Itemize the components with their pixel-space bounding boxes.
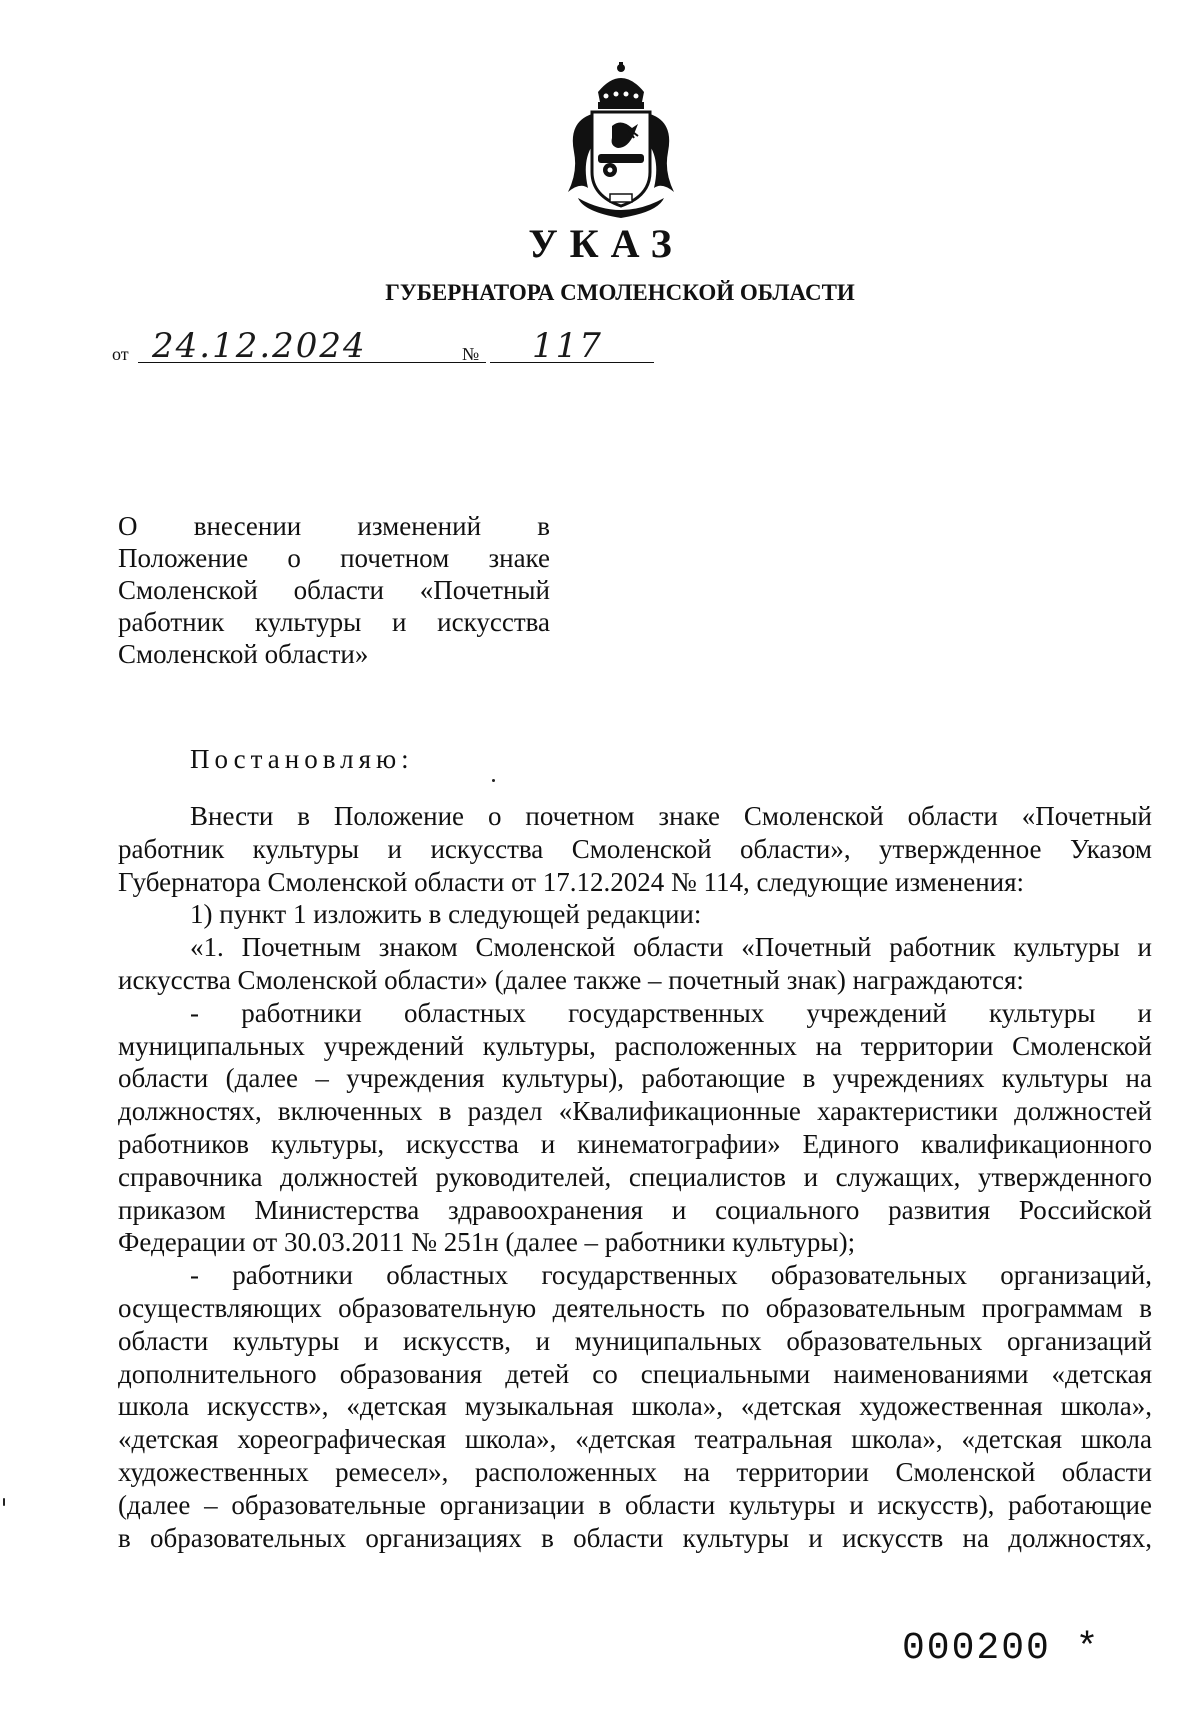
body-line: школа искусств», «детская музыкальная школа», «детская художественная школа», bbox=[118, 1391, 1152, 1422]
handwritten-number: 117 bbox=[532, 326, 603, 366]
body-line: в образовательных организациях в области культуры и искусств на должностях, bbox=[118, 1522, 1152, 1553]
body-line: Федерации от 30.03.2011 № 251н (далее – работники культуры); bbox=[118, 1227, 856, 1258]
body-line: 1) пункт 1 изложить в следующей редакции: bbox=[190, 899, 702, 930]
body-line: (далее – образовательные организации в области культуры и искусств), работающие bbox=[118, 1489, 1152, 1520]
smolensk-coat-of-arms-icon bbox=[558, 62, 684, 220]
subject-line: О внесении изменений в bbox=[118, 511, 550, 541]
decree-body bbox=[118, 800, 1152, 1554]
body-line: Внести в Положение о почетном знаке Смоленской области «Почетный bbox=[190, 801, 1152, 831]
body-line: Губернатора Смоленской области от 17.12.2024 № 114, следующие изменения: bbox=[118, 866, 1025, 897]
body-line: работников культуры, искусства и кинематографии» Единого квалификационного bbox=[118, 1128, 1152, 1159]
body-line: приказом Министерства здравоохранения и социального развития Российской bbox=[118, 1194, 1152, 1225]
subject-line: Смоленской области «Почетный bbox=[118, 575, 550, 605]
body-line: искусства Смоленской области» (далее также – почетный знак) награждаются: bbox=[118, 964, 1024, 995]
scan-speck bbox=[492, 779, 495, 782]
decree-subject bbox=[118, 510, 550, 670]
body-line: муниципальных учреждений культуры, расположенных на территории Смоленской bbox=[118, 1030, 1152, 1061]
subject-line: работник культуры и искусства bbox=[118, 607, 550, 637]
body-line: - работники областных государственных образовательных организаций, bbox=[190, 1260, 1152, 1291]
document-subtitle: ГУБЕРНАТОРА СМОЛЕНСКОЙ ОБЛАСТИ bbox=[385, 280, 855, 305]
body-line: должностях, включенных в раздел «Квалификационные характеристики должностей bbox=[118, 1096, 1152, 1127]
handwritten-date: 24.12.2024 bbox=[152, 326, 367, 366]
body-line: - работники областных государственных учреждений культуры и bbox=[190, 997, 1152, 1028]
decree-word: Постановляю: bbox=[190, 744, 414, 774]
body-line: художественных ремесел», расположенных на территории Смоленской области bbox=[118, 1456, 1152, 1487]
body-line: работник культуры и искусства Смоленской области», утвержденное Указом bbox=[118, 833, 1152, 864]
body-line: дополнительного образования детей со специальными наименованиями «детская bbox=[118, 1358, 1152, 1389]
scan-speck bbox=[3, 1498, 5, 1506]
body-line: «1. Почетным знаком Смоленской области «Почетный работник культуры и bbox=[190, 932, 1152, 963]
date-prefix: от bbox=[112, 344, 129, 364]
body-line: области культуры и искусств, и муниципальных образовательных организаций bbox=[118, 1325, 1152, 1356]
body-line: справочника должностей руководителей, специалистов и служащих, утвержденного bbox=[118, 1161, 1152, 1192]
body-line: области (далее – учреждения культуры), работающие в учреждениях культуры на bbox=[118, 1063, 1152, 1094]
body-line: «детская хореографическая школа», «детская театральная школа», «детская школа bbox=[118, 1424, 1152, 1455]
date-number-line bbox=[112, 326, 603, 366]
form-serial-number: 000200 * bbox=[902, 1627, 1101, 1670]
subject-line: Смоленской области» bbox=[118, 639, 369, 669]
number-prefix: № bbox=[462, 344, 480, 364]
body-line: осуществляющих образовательную деятельность по образовательным программам в bbox=[118, 1292, 1152, 1323]
subject-line: Положение о почетном знаке bbox=[118, 543, 550, 573]
document-title: УКАЗ bbox=[528, 221, 684, 266]
